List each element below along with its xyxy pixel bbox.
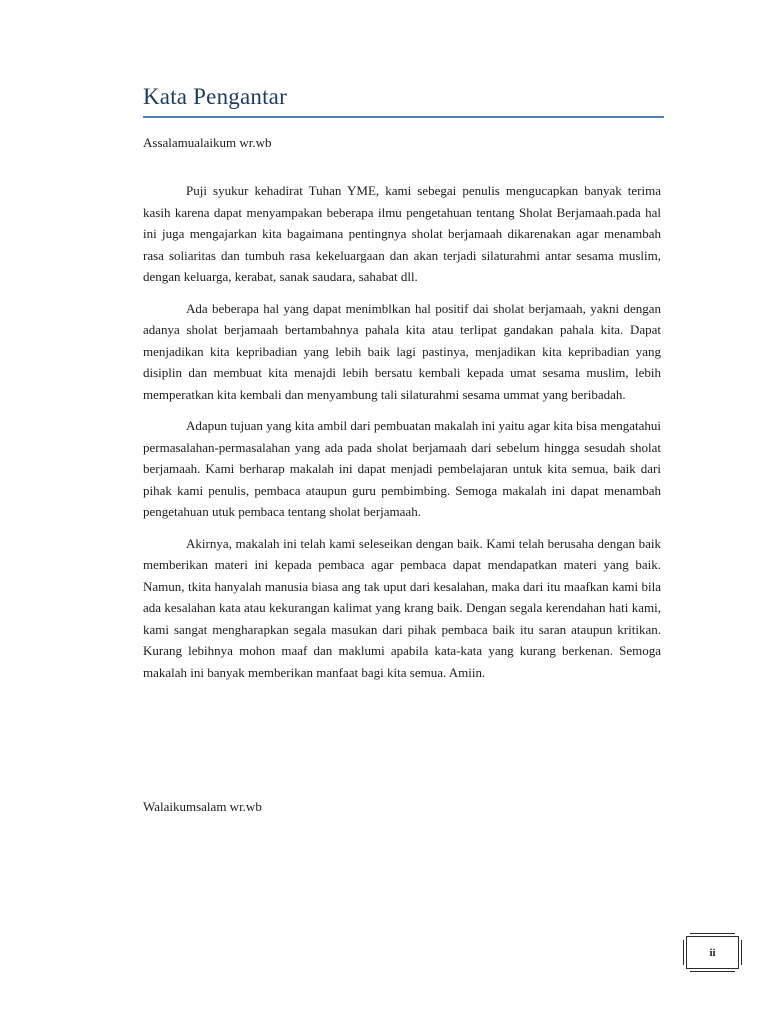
paragraph: Ada beberapa hal yang dapat menimblkan hal positif dai sholat berjamaah, yakni dengan adanya sholat berjamaah bertambahnya pahala kita atau terlipat gandakan pahala kita. Dapat menjadikan kita kepribadian yang lebih baik lagi pastinya, menjadikan kita kepribadian yang disiplin dan membuat kita menajdi lebih bersatu kembali kepada umat sesama muslim, lebih memperatkan kita kembali dan menyambung tali silaturahmi sesama ummat yang beribadah. <box>143 300 661 402</box>
body-text <box>143 180 661 693</box>
title-underline <box>143 116 664 118</box>
page-number: ii <box>709 946 716 959</box>
paragraph: Akirnya, makalah ini telah kami seleseikan dengan baik. Kami telah berusaha dengan baik memberikan materi ini kepada pembaca agar pembaca dapat mendapatkan materi yang baik. Namun, tkita hanyalah manusia biasa ang tak uput dari kesalahan, maka dari itu maafkan kami bila ada kesalahan kata atau kekurangan kalimat yang krang baik. Dengan segala kerendahan hati kami, kami sangat mengharapkan segala masukan dari pihak pembaca baik itu saran ataupun kritikan. Kurang lebihnya mohon maaf dan maklumi apabila kata-kata yang kurang berkenan. Semoga makalah ini banyak memberikan manfaat bagi kita semua. Amiin. <box>143 535 661 680</box>
closing-greeting: Walaikumsalam wr.wb <box>143 799 262 814</box>
paragraph: Adapun tujuan yang kita ambil dari pembuatan makalah ini yaitu agar kita bisa mengatahui permasalahan-permasalahan yang ada pada sholat berjamaah dari sebelum hingga sesudah sholat berjamaah. Kami berharap makalah ini dapat menjadi pembelajaran untuk kita semua, baik dari pihak kami penulis, pembaca ataupun guru pembimbing. Semoga makalah ini dapat menambah pengetahuan utuk pembaca tentang sholat berjamaah. <box>143 418 661 519</box>
opening-greeting: Assalamualaikum wr.wb <box>143 135 272 150</box>
page-title: Kata Pengantar <box>143 84 287 109</box>
paragraph: Puji syukur kehadirat Tuhan YME, kami sebegai penulis mengucapkan banyak terima kasih karena dapat menyampakan beberapa ilmu pengetahuan tentang Sholat Berjamaah.pada hal ini juga mengajarkan kita bagaimana pentingnya sholat berjamaah dikarenakan agar menambah rasa soliaritas dan tumbuh rasa kekeluargaan dan akan terjadi silaturahmi antar sesama muslim, dengan keluarga, kerabat, sanak saudara, sahabat dll. <box>143 183 661 284</box>
page-number-frame <box>686 936 739 969</box>
